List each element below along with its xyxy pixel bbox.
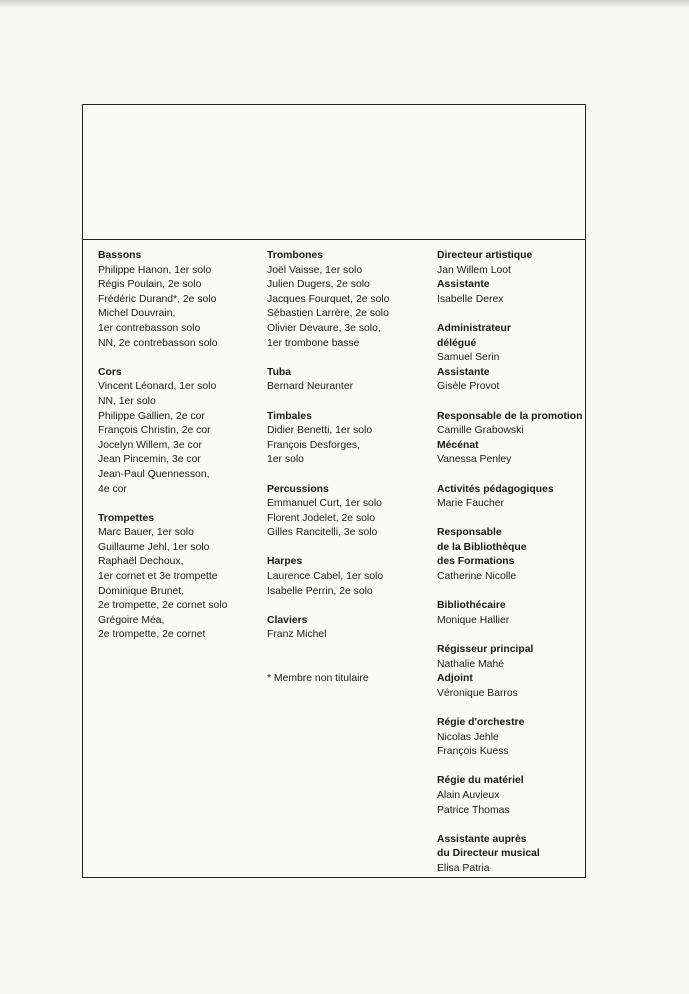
section-heading: Cors bbox=[98, 366, 122, 378]
member-line: NN, 2e contrebasson solo bbox=[98, 337, 218, 349]
section-heading: Directeur artistique bbox=[437, 250, 533, 261]
staff-section bbox=[267, 249, 432, 351]
staff-section bbox=[98, 249, 263, 351]
member-line: Florent Jodelet, 2e solo bbox=[267, 512, 376, 524]
page-frame bbox=[82, 104, 586, 878]
section-heading: du Directeur musical bbox=[437, 848, 540, 860]
section-heading: Timbales bbox=[267, 410, 312, 422]
member-line: 1er trombone basse bbox=[267, 337, 360, 349]
member-line: Michel Douvrain, bbox=[98, 308, 176, 320]
member-line: Marie Faucher bbox=[437, 498, 504, 510]
staff-section bbox=[267, 658, 432, 687]
member-line: Frédéric Durand*, 2e solo bbox=[98, 293, 217, 305]
member-line: Jean-Paul Quennesson, bbox=[98, 468, 210, 480]
member-line: Isabelle Perrin, 2e solo bbox=[267, 585, 373, 597]
section-heading: Trombones bbox=[267, 250, 324, 261]
section-heading: Bibliothécaire bbox=[437, 600, 506, 612]
member-line: NN, 1er solo bbox=[98, 395, 156, 407]
staff-section bbox=[267, 483, 432, 541]
member-line: Bernard Neuranter bbox=[267, 381, 354, 393]
member-line: François Desforges, bbox=[267, 439, 360, 451]
member-line: Dominique Brunet, bbox=[98, 585, 185, 597]
member-line bbox=[267, 658, 432, 673]
member-line: Guillaume Jehl, 1er solo bbox=[98, 541, 210, 553]
section-heading: Activités pédagogiques bbox=[437, 483, 554, 495]
member-line: Didier Benetti, 1er solo bbox=[267, 425, 373, 437]
staff-section bbox=[267, 410, 432, 468]
staff-section bbox=[437, 599, 585, 628]
staff-section bbox=[267, 614, 432, 643]
staff-section bbox=[267, 366, 432, 395]
column-1 bbox=[98, 249, 263, 643]
member-line: Samuel Serin bbox=[437, 352, 500, 364]
member-line: Véronique Barros bbox=[437, 687, 518, 699]
staff-section bbox=[437, 833, 585, 877]
section-heading: délégué bbox=[437, 337, 477, 349]
section-heading: Régie du matériel bbox=[437, 775, 524, 787]
column-2 bbox=[267, 249, 432, 687]
member-line: Monique Hallier bbox=[437, 614, 510, 626]
member-line: Marc Bauer, 1er solo bbox=[98, 527, 194, 539]
section-heading: Adjoint bbox=[437, 673, 473, 685]
member-line: Gilles Rancitelli, 3e solo bbox=[267, 527, 378, 539]
section-heading: des Formations bbox=[437, 556, 515, 568]
section-heading: Bassons bbox=[98, 250, 142, 261]
member-line: 1er cornet et 3e trompette bbox=[98, 571, 218, 583]
section-heading: Assistante auprès bbox=[437, 833, 527, 845]
section-heading: Mécénat bbox=[437, 439, 479, 451]
staff-section bbox=[437, 643, 585, 701]
member-line: Alain Auvieux bbox=[437, 789, 500, 801]
member-line: Nicolas Jehle bbox=[437, 731, 499, 743]
member-line: François Kuess bbox=[437, 746, 509, 758]
staff-section bbox=[437, 774, 585, 818]
member-line: 2e trompette, 2e cornet solo bbox=[98, 600, 228, 612]
section-heading: Assistante bbox=[437, 366, 490, 378]
member-line: 1er solo bbox=[267, 454, 304, 466]
section-heading: Régisseur principal bbox=[437, 644, 534, 656]
staff-section bbox=[437, 716, 585, 760]
member-line: Gisèle Provot bbox=[437, 381, 500, 393]
member-line: Isabelle Derex bbox=[437, 293, 504, 305]
member-line: Raphaël Dechoux, bbox=[98, 556, 184, 568]
staff-section bbox=[437, 526, 585, 584]
section-heading: Trompettes bbox=[98, 512, 155, 524]
member-line: Vincent Léonard, 1er solo bbox=[98, 381, 217, 393]
section-heading: Régie d'orchestre bbox=[437, 717, 525, 728]
member-line: Camille Grabowski bbox=[437, 425, 524, 437]
section-heading: de la Bibliothèque bbox=[437, 541, 527, 553]
member-line: Philippe Hanon, 1er solo bbox=[98, 264, 212, 276]
member-line: Laurence Cabel, 1er solo bbox=[267, 571, 384, 583]
staff-section bbox=[437, 483, 585, 512]
staff-section bbox=[98, 366, 263, 497]
section-heading: Claviers bbox=[267, 614, 308, 626]
section-heading: Assistante bbox=[437, 279, 490, 291]
member-line: Franz Michel bbox=[267, 629, 327, 641]
staff-section bbox=[437, 249, 585, 307]
member-line: Catherine Nicolle bbox=[437, 571, 517, 583]
image-placeholder-box bbox=[83, 105, 585, 240]
member-line: Jocelyn Willem, 3e cor bbox=[98, 439, 202, 451]
page-top-edge bbox=[0, 0, 689, 8]
member-line: Jacques Fourquet, 2e solo bbox=[267, 293, 390, 305]
member-line: 1er contrebasson solo bbox=[98, 322, 201, 334]
member-line: 4e cor bbox=[98, 483, 127, 495]
section-heading: Responsable de la promotion bbox=[437, 410, 583, 422]
member-line: Olivier Devaure, 3e solo, bbox=[267, 322, 381, 334]
member-line: Philippe Gallien, 2e cor bbox=[98, 410, 205, 422]
member-line: 2e trompette, 2e cornet bbox=[98, 629, 206, 641]
member-line: Régis Poulain, 2e solo bbox=[98, 279, 202, 291]
staff-section bbox=[437, 410, 585, 468]
member-line: * Membre non titulaire bbox=[267, 673, 369, 685]
member-line: Emmanuel Curt, 1er solo bbox=[267, 498, 382, 510]
member-line: Patrice Thomas bbox=[437, 804, 510, 816]
member-line: Julien Dugers, 2e solo bbox=[267, 279, 370, 291]
staff-section bbox=[98, 512, 263, 643]
member-line: Joël Vaisse, 1er solo bbox=[267, 264, 363, 276]
section-heading: Responsable bbox=[437, 527, 502, 539]
staff-section bbox=[437, 322, 585, 395]
member-line: Sébastien Larrère, 2e solo bbox=[267, 308, 389, 320]
staff-section bbox=[267, 555, 432, 599]
member-line: Jean Pincemin, 3e cor bbox=[98, 454, 201, 466]
member-line: François Christin, 2e cor bbox=[98, 425, 211, 437]
member-line: Elisa Patria bbox=[437, 862, 490, 874]
column-3 bbox=[437, 249, 585, 877]
member-line: Grégoire Méa, bbox=[98, 614, 165, 626]
section-heading: Administrateur bbox=[437, 322, 511, 334]
member-line: Jan Willem Loot bbox=[437, 264, 511, 276]
member-line: Vanessa Penley bbox=[437, 454, 512, 466]
section-heading: Percussions bbox=[267, 483, 329, 495]
member-line: Nathalie Mahé bbox=[437, 658, 505, 670]
section-heading: Tuba bbox=[267, 366, 292, 378]
section-heading: Harpes bbox=[267, 556, 303, 568]
